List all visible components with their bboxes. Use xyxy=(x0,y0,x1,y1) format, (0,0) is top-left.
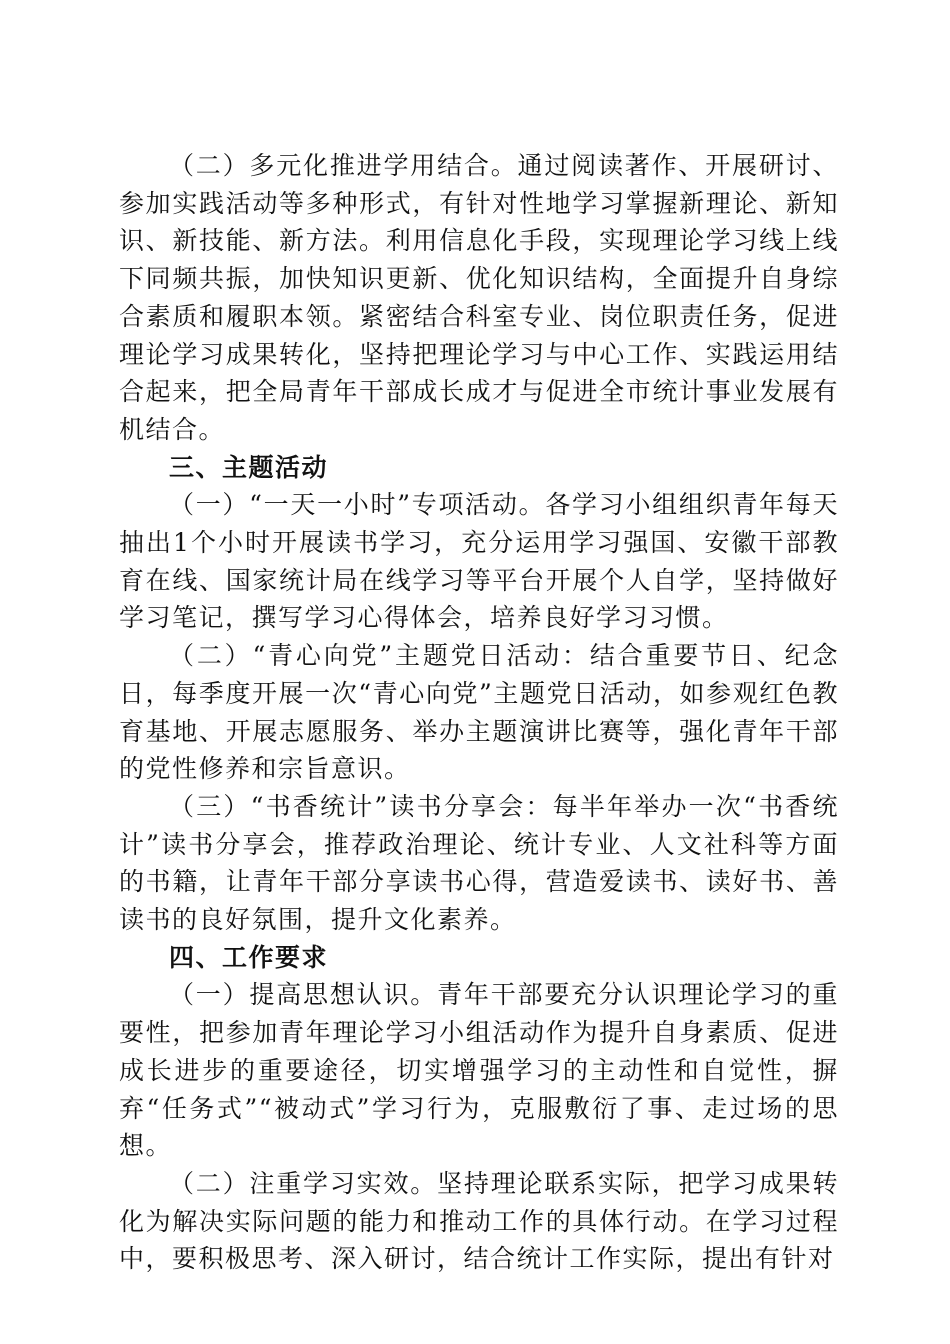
section-heading-theme-activities: 三、主题活动 xyxy=(169,452,329,482)
section-heading-work-requirements: 四、工作要求 xyxy=(169,942,329,972)
paragraph-party-day-activity: （二）“青心向党”主题党日活动：结合重要节日、纪念日，每季度开展一次“青心向党”主题党日活动，如参观红色教育基地、开展志愿服务、举办主题演讲比赛等，强化青年干部的党性修养和宗旨意识。 xyxy=(119,641,839,784)
paragraph-raise-awareness: （一）提高思想认识。青年干部要充分认识理论学习的重要性，把参加青年理论学习小组活动作为提升自身素质、促进成长进步的重要途径，切实增强学习的主动性和自觉性，摒弃“任务式”“被动式”学习行为，克服敷衍了事、走过场的思想。 xyxy=(119,980,839,1161)
document-body xyxy=(119,147,839,1278)
paragraph-study-application: （二）多元化推进学用结合。通过阅读著作、开展研讨、参加实践活动等多种形式，有针对性地学习掌握新理论、新知识、新技能、新方法。利用信息化手段，实现理论学习线上线下同频共振，加快知识更新、优化知识结构，全面提升自身综合素质和履职本领。紧密结合科室专业、岗位职责任务，促进理论学习成果转化，坚持把理论学习与中心工作、实践运用结合起来，把全局青年干部成长成才与促进全市统计事业发展有机结合。 xyxy=(119,151,839,444)
paragraph-reading-sharing: （三）“书香统计”读书分享会：每半年举办一次“书香统计”读书分享会，推荐政治理论、统计专业、人文社科等方面的书籍，让青年干部分享读书心得，营造爱读书、读好书、善读书的良好氛围，提升文化素养。 xyxy=(119,791,839,935)
paragraph-one-hour-activity: （一）“一天一小时”专项活动。各学习小组组织青年每天抽出1个小时开展读书学习，充分运用学习强国、安徽干部教育在线、国家统计局在线学习等平台开展个人自学，坚持做好学习笔记，撰写学习心得体会，培养良好学习习惯。 xyxy=(119,490,839,633)
paragraph-learning-effectiveness: （二）注重学习实效。坚持理论联系实际，把学习成果转化为解决实际问题的能力和推动工作的具体行动。在学习过程中，要积极思考、深入研讨，结合统计工作实际，提出有针对 xyxy=(119,1168,839,1274)
